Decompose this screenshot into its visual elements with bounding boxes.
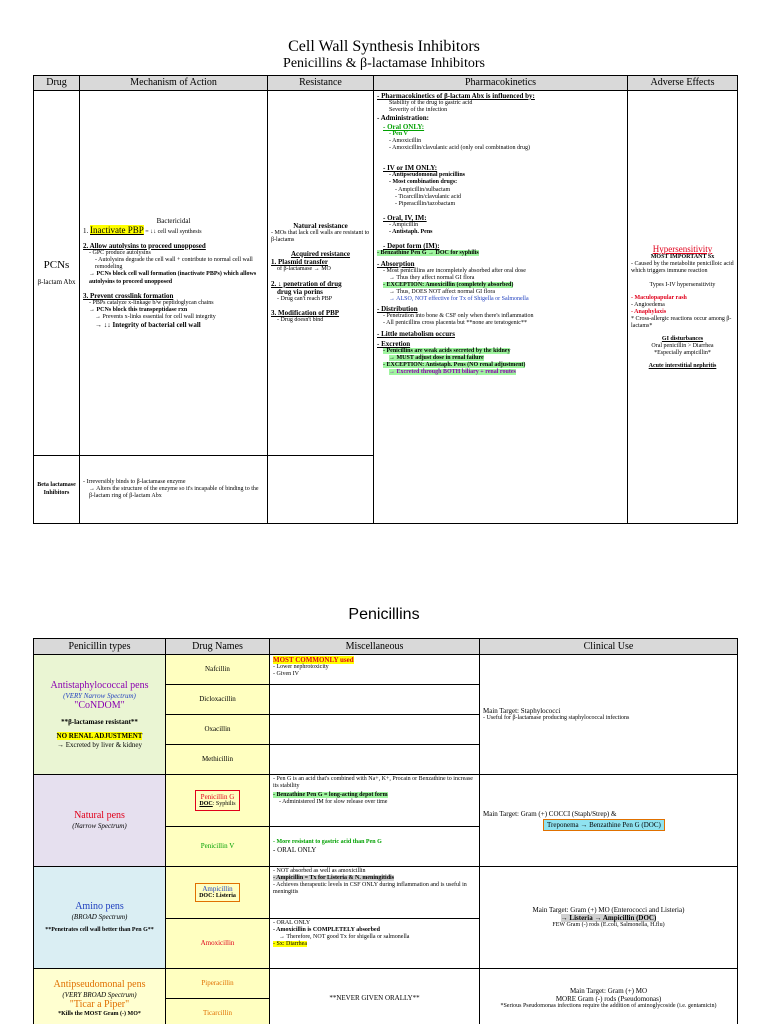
doc-label: DOC — [199, 801, 213, 808]
pk-excretion-highlight: - Penicillins are weak acids secreted by the kidney — [383, 348, 511, 355]
pk-line: - Most combination drugs: — [389, 179, 458, 186]
pk-line: - Penetration into bone & CSF only when there's inflammation — [383, 313, 534, 320]
misc-ampicillin-cell — [270, 867, 480, 919]
beta-mechanism-cell — [80, 456, 268, 524]
table-row-amino — [34, 867, 738, 919]
type-spectrum: (BROAD Spectrum) — [71, 912, 128, 921]
adverse-line: Types I-IV hypersensitivity — [649, 281, 716, 288]
type-spectrum: (VERY BROAD Spectrum) — [62, 990, 137, 999]
adverse-effects-cell — [628, 91, 738, 524]
table-row-antistaph — [34, 655, 738, 685]
type-note: **β-lactamase resistant** — [61, 718, 138, 727]
drug-nafcillin: Nafcillin — [166, 655, 270, 685]
resistance-r1-title: 1. Plasmid transfer — [271, 258, 328, 267]
misc-penicillin-g-cell — [270, 775, 480, 827]
doc-listeria: DOC: Listeria — [199, 893, 236, 900]
drug-penicillin-g-cell — [166, 775, 270, 827]
penicillins-table — [33, 638, 738, 1024]
type-amino-cell — [34, 867, 166, 969]
misc-penicillin-v-cell — [270, 827, 480, 867]
type-natural-cell — [34, 775, 166, 867]
pk-line: - All penicillins cross placenta but **none are teratogenic** — [383, 320, 527, 327]
pk-line — [377, 369, 624, 376]
listeria-highlight: → Listeria → Ampicillin (DOC) — [560, 913, 657, 922]
moa-step2-line1: - GPC produce autolysins — [89, 250, 151, 257]
misc-line: - More resistant to gastric acid than Pen G — [273, 838, 382, 845]
pk-line: - Excretion — [377, 339, 411, 348]
adverse-hypersensitivity: Hypersensitivity — [652, 243, 713, 254]
pk-depot-highlight: - Benzathine Pen G → DOC for syphilis — [377, 250, 479, 257]
pk-line: - Distribution — [377, 305, 418, 314]
type-mnemonic: "CoNDOM" — [74, 700, 125, 712]
moa-bactericidal: Bactericidal — [156, 216, 191, 225]
type-title: Antipseudomonal pens — [53, 979, 146, 991]
drug-oxacillin: Oxacillin — [166, 715, 270, 745]
pk-line: - Ampicillin/sulbactam — [395, 186, 451, 193]
adverse-line: *Especially ampicillin* — [654, 350, 711, 357]
pk-line: - Antistaph. Pens — [389, 229, 433, 236]
pk-line: - Oral ONLY: — [383, 122, 425, 131]
type-title: Antistaphylococcal pens — [50, 680, 149, 692]
moa-step3-line2: → PCNs block this transpeptidase rxn — [89, 306, 188, 313]
misc-empty-cell — [270, 745, 480, 775]
drug-dicloxacillin: Dicloxacillin — [166, 685, 270, 715]
adverse-line: MOST IMPORTANT Sx — [650, 254, 715, 261]
misc-line — [273, 941, 476, 948]
pk-line: Severity of the infection — [389, 107, 448, 114]
drug-ticarcillin: Ticarcillin — [166, 999, 270, 1024]
adverse-line: - Angioedema — [631, 301, 665, 308]
pk-line: - Piperacillin/tazobactam — [395, 200, 456, 207]
pk-line — [377, 282, 624, 289]
header-adverse-effects: Adverse Effects — [628, 76, 738, 91]
header-miscellaneous: Miscellaneous — [270, 639, 480, 655]
misc-line: - ORAL ONLY — [273, 845, 317, 854]
misc-empty-cell — [270, 715, 480, 745]
pk-line: - Amoxicillin — [389, 137, 422, 144]
table-row-natural — [34, 775, 738, 827]
clinical-line: Main Target: Gram (+) COCCI (Staph/Strep) & — [483, 810, 617, 819]
pk-line: → Thus, DOES NOT affect normal GI flora — [389, 289, 495, 295]
moa-step3-line3: → Prevents x-links essential for cell wall integrity — [95, 314, 216, 321]
type-note: *Kills the MOST Gram (-) MO* — [58, 1010, 141, 1017]
type-title: Natural pens — [74, 810, 125, 822]
resistance-natural-line: - MOs that lack cell walls are resistant to β-lactams — [271, 229, 370, 243]
misc-highlight: MOST COMMONLY used — [273, 656, 354, 664]
misc-line: - Given IV — [273, 671, 299, 678]
adverse-line: - Caused by the metabolite penicilloic acid which triggers immune reaction — [631, 261, 734, 275]
adverse-line: - Anaphylaxis — [631, 308, 667, 315]
resistance-r2-line2: - Drug can't reach PBP — [277, 296, 333, 303]
pk-line: - IV or IM ONLY: — [383, 164, 438, 173]
clinical-line: *Serious Pseudomonas infections require the addition of aminoglycoside (i.e. gentamicin) — [500, 1003, 717, 1010]
clinical-line: Main Target: Gram (+) MO (Enterococci and Listeria) — [532, 905, 685, 914]
type-note: → Excreted by liver & kidney — [57, 740, 142, 749]
table-row-pcns — [34, 91, 738, 456]
misc-nafcillin-cell — [270, 655, 480, 685]
type-mnemonic: "Ticar a Piper" — [69, 999, 130, 1011]
moa-step2-title: 2. Allow autolysins to proceed unopposed — [83, 241, 206, 250]
pk-line: - Ticarcillin/clavulanic acid — [395, 193, 461, 200]
clinical-amino-cell — [480, 867, 738, 969]
clinical-line: Main Target: Staphylococci — [483, 706, 561, 715]
resistance-r2-line1: drug via porins — [277, 287, 323, 296]
pk-exception-amox: - EXCEPTION: Amoxicillin (completely absorbed) — [383, 281, 514, 288]
pk-line: - Little metabolism occurs — [377, 329, 455, 338]
adverse-line: - Maculopapular rash — [631, 294, 687, 301]
moa-step2-line2: - Autolysins degrade the cell wall + contribute to normal cell wall remodeling — [95, 257, 253, 271]
moa-step2-line3: → PCNs block cell wall formation (inactivate PBPs) which allows autolysins to proceed unopposed — [89, 271, 257, 285]
adverse-line: Oral penicillin > Diarrhea — [651, 343, 714, 350]
header-drug-names: Drug Names — [166, 639, 270, 655]
pk-line: - Antipseudomonal penicillins — [389, 172, 466, 179]
clinical-natural-cell — [480, 775, 738, 867]
section-title-penicillins: Penicillins — [348, 606, 420, 623]
misc-line — [273, 656, 476, 664]
drug-name: PCNs — [43, 259, 70, 272]
beta-moa-line1: - Irreversibly binds to β-lactamase enzyme — [83, 478, 186, 485]
type-antipseudo-cell — [34, 969, 166, 1024]
header-resistance: Resistance — [268, 76, 374, 91]
misc-antipseudo-cell: **NEVER GIVEN ORALLY** — [270, 969, 480, 1024]
cell-wall-table — [33, 75, 738, 524]
drug-ampicillin-cell — [166, 867, 270, 919]
pk-line — [377, 250, 624, 257]
misc-highlight: - Ampicillin = Tx for Listeria & N. meningitidis — [273, 875, 395, 882]
pk-biliary-highlight: → Excreted through BOTH biliary + renal routes — [389, 369, 516, 376]
mechanism-cell — [80, 91, 268, 456]
moa-step3-line4: → ↓↓ Integrity of bacterial cell wall — [95, 321, 201, 330]
pk-line: - Oral, IV, IM: — [383, 213, 427, 222]
pharmacokinetics-cell — [374, 91, 628, 524]
pk-line: Stability of the drug to gastric acid — [389, 100, 473, 107]
resistance-r3-title: 3. Modification of PBP — [271, 309, 340, 318]
resistance-r3-line: - Drug doesn't bind — [277, 317, 324, 324]
misc-line: - Lower nephrotoxicity — [273, 664, 329, 671]
clinical-line: MORE Gram (-) rods (Pseudomonas) — [555, 994, 662, 1003]
resistance-natural-title: Natural resistance — [293, 221, 348, 230]
drug-piperacillin: Piperacillin — [166, 969, 270, 999]
type-note — [37, 732, 162, 740]
clinical-antipseudo-cell — [480, 969, 738, 1024]
misc-line: → Therefore, NOT good Tx for shigella or salmonella — [279, 934, 410, 941]
pk-line — [377, 348, 624, 355]
pk-line: - Pharmacokinetics of β-lactam Abx is influenced by: — [377, 92, 535, 100]
header-mechanism: Mechanism of Action — [80, 76, 268, 91]
pk-line: - Pen V — [389, 130, 408, 137]
clinical-line — [483, 914, 734, 922]
clinical-line: FEW Gram (-) rods (E.coli, Salmonella, H.flu) — [552, 922, 665, 929]
doc-value: : Syphilis — [212, 801, 236, 808]
ampicillin-box — [195, 883, 240, 902]
treponema-box: Treponema → Benzathine Pen G (DOC) — [543, 819, 665, 831]
drug-methicillin: Methicillin — [166, 745, 270, 775]
drug-pcns-cell — [34, 91, 80, 456]
misc-line: - Pen G is an acid that's combined with Na+, K+, Procain or Benzathine to increase its stability — [273, 776, 473, 790]
misc-line: - ORAL ONLY — [273, 920, 311, 926]
moa-step3-line1: - PBPs catalyze x-linkage b/w peptidoglycan chains — [89, 299, 214, 306]
document-title: Cell Wall Synthesis Inhibitors — [288, 38, 480, 55]
type-spectrum: (Narrow Spectrum) — [72, 822, 127, 831]
misc-highlight: - Sx: Diarrhea — [273, 941, 307, 948]
penicillin-g-box — [195, 790, 239, 811]
misc-amoxicillin-cell — [270, 919, 480, 969]
type-title: Amino pens — [75, 900, 124, 912]
misc-line: - Achieves therapeutic levels in CSF ONLY during inflammation and is useful in meningitis — [273, 882, 467, 896]
drug-class: β-lactam Abx — [37, 278, 76, 287]
pk-line: - Absorption — [377, 259, 415, 268]
misc-empty-cell — [270, 685, 480, 715]
misc-line: - Amoxicillin is COMPLETELY absorbed — [273, 927, 380, 934]
clinical-line: - Useful for β-lactamase producing staphylococcal infections — [483, 715, 630, 722]
pk-line: → ALSO, NOT effective for Tx of Shigella or Salmonella — [389, 296, 529, 303]
resistance-r1-line: of β-lactamase → MO — [277, 266, 331, 273]
pk-line: - Administration: — [377, 114, 429, 123]
beta-moa-line2: → Alters the structure of the enzyme so it's incapable of binding to the β-lactam ring of β-lactam Abx — [89, 485, 259, 500]
drug-ampicillin: Ampicillin — [202, 884, 233, 893]
moa-step3-title: 3. Prevent crosslink formation — [83, 291, 174, 300]
pk-line: - Most penicillins are incompletely absorbed after oral dose — [383, 267, 526, 274]
pk-line: → Thus they affect normal GI flora — [389, 274, 475, 281]
resistance-cell — [268, 91, 374, 456]
beta-resistance-cell — [268, 456, 374, 524]
pk-line: - Ampicillin — [389, 222, 419, 229]
pk-exception-antistaph: - EXCEPTION: Antistaph. Pens (NO renal adjustment) — [383, 362, 526, 369]
drug-amoxicillin: Amoxicillin — [166, 919, 270, 969]
clinical-line: Main Target: Gram (+) MO — [569, 986, 648, 995]
misc-line: - Administered IM for slow release over time — [279, 799, 388, 806]
header-pharmacokinetics: Pharmacokinetics — [374, 76, 628, 91]
pk-line — [377, 362, 624, 369]
moa-step1-title: Inactivate PBP — [90, 224, 144, 235]
table-row-antipseudo — [34, 969, 738, 999]
pk-line: - Depot form (IM): — [383, 242, 440, 251]
moa-step1-num: 1. — [83, 226, 89, 235]
misc-line: - NOT absorbed as well as amoxicillin — [273, 868, 366, 874]
type-note: **Penetrates cell wall better than Pen G** — [45, 926, 154, 933]
adverse-nephritis: Acute interstitial nephritis — [648, 363, 717, 370]
moa-step1-rest: = ↓↓ cell wall synthesis — [143, 228, 202, 235]
no-renal-highlight: NO RENAL ADJUSTMENT — [56, 732, 143, 741]
type-antistaph-cell — [34, 655, 166, 775]
header-penicillin-types: Penicillin types — [34, 639, 166, 655]
header-clinical-use: Clinical Use — [480, 639, 738, 655]
drug-penicillin-v: Penicillin V — [166, 827, 270, 867]
header-drug: Drug — [34, 76, 80, 91]
misc-highlight: - Benzathine Pen G = long-acting depot form — [273, 792, 388, 799]
clinical-antistaph-cell — [480, 655, 738, 775]
type-spectrum: (VERY Narrow Spectrum) — [63, 692, 136, 700]
pk-renal-highlight: → MUST adjust dose in renal failure — [389, 355, 484, 362]
pk-line: - Amoxicillin/clavulanic acid (only oral combination drug) — [389, 145, 530, 152]
drug-penicillin-g: Penicillin G — [200, 792, 235, 801]
adverse-gi-title: GI disturbances — [661, 336, 704, 342]
resistance-acquired-title: Acquired resistance — [290, 249, 351, 258]
adverse-line: * Cross-allergic reactions occur among β-lactams* — [631, 315, 732, 329]
drug-beta-lactamase-cell: Beta lactamase Inhibitors — [34, 456, 80, 524]
document-subtitle: Penicillins & β-lactamase Inhibitors — [283, 56, 485, 71]
resistance-r2-title: 2. ↓ penetration of drug — [271, 279, 342, 288]
